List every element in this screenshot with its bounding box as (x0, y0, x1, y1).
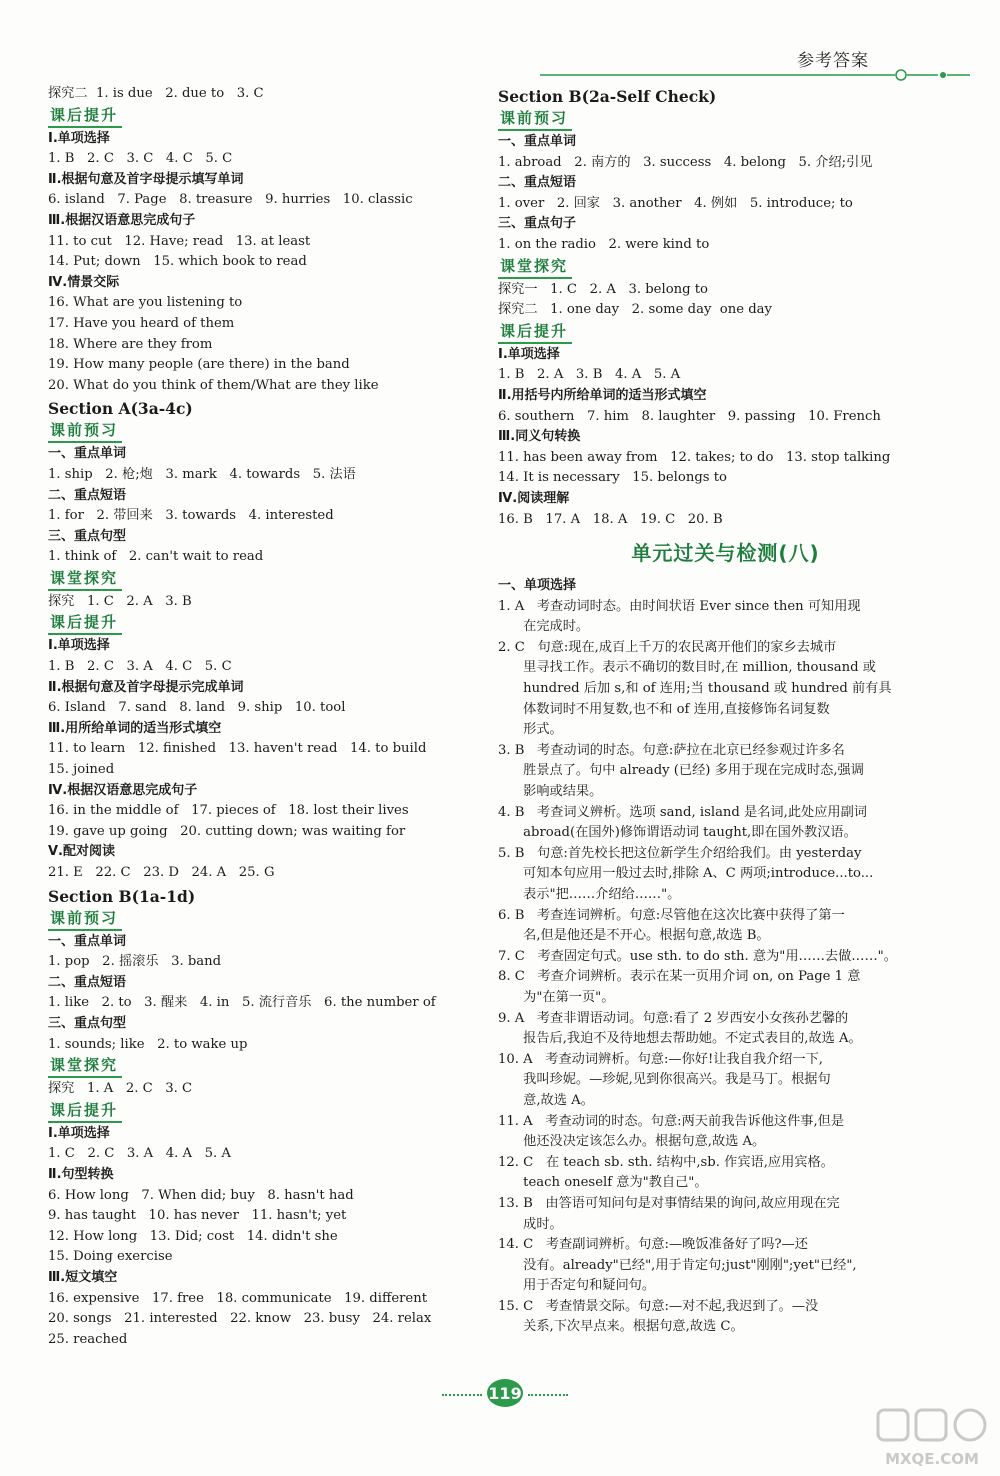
left-badge-row (48, 612, 478, 636)
answer-line: 11. to learn 12. finished 13. haven't read 14. to build (48, 741, 427, 757)
subheading: Ⅲ.根据汉语意思完成句子 (48, 212, 196, 228)
answer-line: 报告后,我迫不及待地想去帮助她。不定式表目的,故选 A。 (498, 1031, 862, 1047)
subheading: Ⅲ.用所给单词的适当形式填空 (48, 720, 222, 736)
answer-line: 1. B 2. C 3. A 4. C 5. C (48, 659, 232, 675)
subheading: Ⅱ.句型转换 (48, 1166, 114, 1182)
section-badge: 课堂探究 (498, 256, 572, 279)
answer-line: 1. on the radio 2. were kind to (498, 236, 710, 252)
subheading: 一、单项选择 (498, 578, 577, 594)
answer-line: 9. has taught 10. has never 11. hasn't; yet (48, 1208, 347, 1224)
answer-line: 19. gave up going 20. cutting down; was waiting for (48, 823, 406, 839)
subheading: 三、重点句子 (498, 216, 577, 232)
answer-line: 里寻找工作。表示不确切的数目时,在 million, thousand 或 (498, 660, 876, 676)
answer-line: 13. B 由答语可知问句是对事情结果的询问,故应用现在完 (498, 1195, 840, 1211)
answer-line: 15. joined (48, 762, 115, 778)
answer-line: 1. over 2. 回家 3. another 4. 例如 5. introduce; to (498, 195, 853, 211)
subheading: 一、重点单词 (48, 933, 127, 949)
answer-line: 19. How many people (are there) in the band (48, 357, 350, 373)
answer-line: 探究二 1. is due 2. due to 3. C (48, 86, 264, 101)
answer-line: 10. A 考查动词辨析。句意:—你好!让我自我介绍一下, (498, 1051, 823, 1067)
answer-line: 表示"把……介绍给……"。 (498, 887, 681, 902)
dotted-rule-left (442, 1394, 482, 1396)
subheading: Ⅰ.单项选择 (48, 638, 110, 654)
section-badge: 课后提升 (48, 1100, 122, 1123)
section-badge: 课堂探究 (48, 1055, 122, 1078)
answer-line: 8. C 考查介词辨析。表示在某一页用介词 on, on Page 1 意 (498, 969, 861, 985)
answer-line: 胜景点了。句中 already (已经) 多用于现在完成时态,强调 (498, 763, 864, 779)
answer-line: teach oneself 意为"教自己"。 (498, 1175, 708, 1191)
answer-line: 14. It is necessary 15. belongs to (498, 470, 727, 486)
answer-line: 16. in the middle of 17. pieces of 18. lost their lives (48, 803, 409, 819)
section-badge: 课后提升 (498, 321, 572, 344)
mxqe-logo-icon (872, 1406, 992, 1472)
answer-line: 成时。 (498, 1216, 563, 1232)
section-heading: Section B(1a-1d) (48, 886, 196, 906)
answer-line: 1. A 考查动词时态。由时间状语 Ever since then 可知用现 (498, 598, 861, 614)
answer-line: 14. Put; down 15. which book to read (48, 254, 307, 270)
right-badge-row (498, 108, 953, 132)
subheading: Ⅰ.单项选择 (498, 346, 560, 362)
section-badge: 课后提升 (48, 105, 122, 128)
answer-line: 25. reached (48, 1331, 128, 1347)
answer-line: 1. like 2. to 3. 醒来 4. in 5. 流行音乐 6. the number of (48, 995, 436, 1011)
watermark-text: MXQE.COM (885, 1450, 979, 1468)
answer-line: 1. B 2. A 3. B 4. A 5. A (498, 367, 681, 383)
left-badge-row (48, 420, 478, 444)
answer-line: 可知本句应用一般过去时,排除 A、C 两项;introduce...to... (498, 866, 874, 882)
page-number: 119 (488, 1384, 522, 1403)
answer-line: 9. A 考查非谓语动词。句意:看了 2 岁西安小女孩孙艺馨的 (498, 1010, 849, 1026)
answer-line: 20. What do you think of them/What are they like (48, 377, 379, 393)
answer-line: 12. How long 13. Did; cost 14. didn't she (48, 1228, 338, 1244)
answer-line: 14. C 考查副词辨析。句意:—晚饭准备好了吗?—还 (498, 1237, 808, 1253)
right-badge-row (498, 256, 953, 280)
answer-line: 18. Where are they from (48, 336, 213, 352)
left-badge-row (48, 105, 478, 129)
subheading: 二、重点短语 (48, 974, 127, 990)
answer-line: 1. for 2. 带回来 3. towards 4. interested (48, 508, 334, 524)
subheading: Ⅲ.短文填空 (48, 1269, 118, 1285)
dotted-rule-right (528, 1394, 568, 1396)
subheading: 二、重点短语 (48, 487, 127, 503)
answer-line: 1. sounds; like 2. to wake up (48, 1036, 248, 1052)
left-badge-row (48, 1055, 478, 1079)
page-header-title: 参考答案 (797, 51, 869, 71)
answer-line: 12. C 在 teach sb. sth. 结构中,sb. 作宾语,应用宾格。 (498, 1154, 834, 1170)
answer-line: 20. songs 21. interested 22. know 23. busy 24. relax (48, 1311, 432, 1327)
subheading: 三、重点句型 (48, 528, 127, 544)
answer-line: 探究 1. C 2. A 3. B (48, 593, 192, 609)
page-number-badge (440, 1373, 570, 1413)
answer-line: 为"在第一页"。 (498, 989, 615, 1005)
subheading: Ⅳ.阅读理解 (498, 490, 570, 506)
subheading: 一、重点单词 (498, 134, 577, 149)
section-badge: 课堂探究 (48, 568, 122, 591)
answer-line: 3. B 考查动词的时态。句意:萨拉在北京已经参观过许多名 (498, 742, 845, 758)
section-badge: 课后提升 (48, 612, 122, 635)
left-badge-row (48, 568, 478, 592)
answer-line: abroad(在国外)修饰谓语动词 taught,即在国外教汉语。 (498, 825, 857, 841)
header-decorative-rule (540, 68, 970, 84)
subheading: Ⅱ.用括号内所给单词的适当形式填空 (498, 387, 707, 403)
answer-line: 6. Island 7. sand 8. land 9. ship 10. tool (48, 700, 346, 716)
answer-line: hundred 后加 s,和 of 连用;当 thousand 或 hundred 前有具 (498, 681, 892, 697)
left-badge-row (48, 908, 478, 932)
answer-line: 影响或结果。 (498, 784, 603, 800)
answer-line: 4. B 考查词义辨析。选项 sand, island 是名词,此处应用副词 (498, 804, 867, 820)
answer-line: 16. What are you listening to (48, 295, 243, 311)
right-badge-row (498, 321, 953, 345)
section-heading: Section A(3a-4c) (48, 399, 193, 419)
answer-line: 在完成时。 (498, 619, 590, 635)
answer-line: 1. ship 2. 枪;炮 3. mark 4. towards 5. 法语 (48, 466, 356, 482)
subheading: Ⅳ.根据汉语意思完成句子 (48, 782, 198, 798)
subheading: Ⅰ.单项选择 (48, 1125, 110, 1141)
subheading: Ⅴ.配对阅读 (48, 844, 115, 860)
left-badge-row (48, 1100, 478, 1124)
subheading: Ⅱ.根据句意及首字母提示填写单词 (48, 171, 244, 187)
answer-line: 11. A 考查动词的时态。句意:两天前我告诉他这件事,但是 (498, 1113, 845, 1129)
answer-line: 6. How long 7. When did; buy 8. hasn't had (48, 1187, 354, 1203)
answer-line: 1. think of 2. can't wait to read (48, 549, 264, 565)
answer-line: 我叫珍妮。—珍妮,见到你很高兴。我是马丁。根据句 (498, 1072, 831, 1088)
subheading: Ⅳ.情景交际 (48, 274, 120, 290)
answer-line: 16. expensive 17. free 18. communicate 19. different (48, 1290, 428, 1306)
answer-line: 5. B 句意:首先校长把这位新学生介绍给我们。由 yesterday (498, 845, 862, 861)
answer-line: 探究二 1. one day 2. some day one day (498, 302, 772, 318)
answer-line: 探究一 1. C 2. A 3. belong to (498, 281, 708, 297)
answer-line: 21. E 22. C 23. D 24. A 25. G (48, 865, 275, 880)
answer-line: 16. B 17. A 18. A 19. C 20. B (498, 511, 723, 527)
answer-line: 7. C 考查固定句式。use sth. to do sth. 意为"用……去做……"。 (498, 948, 897, 964)
answer-line: 15. Doing exercise (48, 1249, 173, 1265)
answer-line: 11. to cut 12. Have; read 13. at least (48, 233, 311, 249)
subheading: 一、重点单词 (48, 446, 127, 462)
subheading: Ⅲ.同义句转换 (498, 429, 581, 445)
section-badge: 课前预习 (498, 108, 572, 131)
section-heading: Section B(2a-Self Check) (498, 87, 717, 106)
unit-test-title: 单元过关与检测(八) (631, 541, 820, 566)
answer-line: 没有。already"已经",用于肯定句;just"刚刚";yet"已经", (498, 1257, 857, 1273)
section-badge: 课前预习 (48, 908, 122, 931)
answer-line: 关系,下次早点来。根据句意,故选 C。 (498, 1319, 744, 1335)
answer-line: 他还没决定该怎么办。根据句意,故选 A。 (498, 1134, 766, 1150)
section-badge: 课前预习 (48, 420, 122, 443)
answer-line: 探究 1. A 2. C 3. C (48, 1081, 193, 1097)
answer-line: 6. southern 7. him 8. laughter 9. passing 10. French (498, 408, 881, 424)
subheading: Ⅱ.根据句意及首字母提示完成单词 (48, 679, 244, 695)
answer-line: 意,故选 A。 (498, 1092, 594, 1108)
left-answer-column (48, 84, 478, 1350)
subheading: Ⅰ.单项选择 (48, 130, 110, 146)
subheading: 二、重点短语 (498, 175, 577, 191)
answer-line: 体数词时不用复数,也不和 of 连用,直接修饰名词复数 (498, 701, 830, 717)
answer-line: 形式。 (498, 722, 563, 738)
answer-line: 用于否定句和疑问句。 (498, 1278, 656, 1294)
answer-line: 1. B 2. C 3. C 4. C 5. C (48, 151, 233, 167)
subheading: 三、重点句型 (48, 1015, 127, 1031)
answer-line: 11. has been away from 12. takes; to do 13. stop talking (498, 449, 891, 465)
answer-line: 1. abroad 2. 南方的 3. success 4. belong 5. 介绍;引见 (498, 154, 873, 170)
answer-line: 1. C 2. C 3. A 4. A 5. A (48, 1146, 231, 1162)
right-answer-column (498, 84, 953, 1338)
answer-line: 2. C 句意:现在,成百上千万的农民离开他们的家乡去城市 (498, 639, 837, 655)
answer-line: 6. island 7. Page 8. treasure 9. hurries 10. classic (48, 192, 413, 208)
answer-line: 17. Have you heard of them (48, 315, 235, 331)
answer-line: 1. pop 2. 摇滚乐 3. band (48, 954, 222, 970)
answer-line: 15. C 考查情景交际。句意:—对不起,我迟到了。—没 (498, 1298, 819, 1314)
answer-line: 名,但是他还是不开心。根据句意,故选 B。 (498, 928, 770, 944)
answer-line: 6. B 考查连词辨析。句意:尽管他在这次比赛中获得了第一 (498, 907, 845, 923)
